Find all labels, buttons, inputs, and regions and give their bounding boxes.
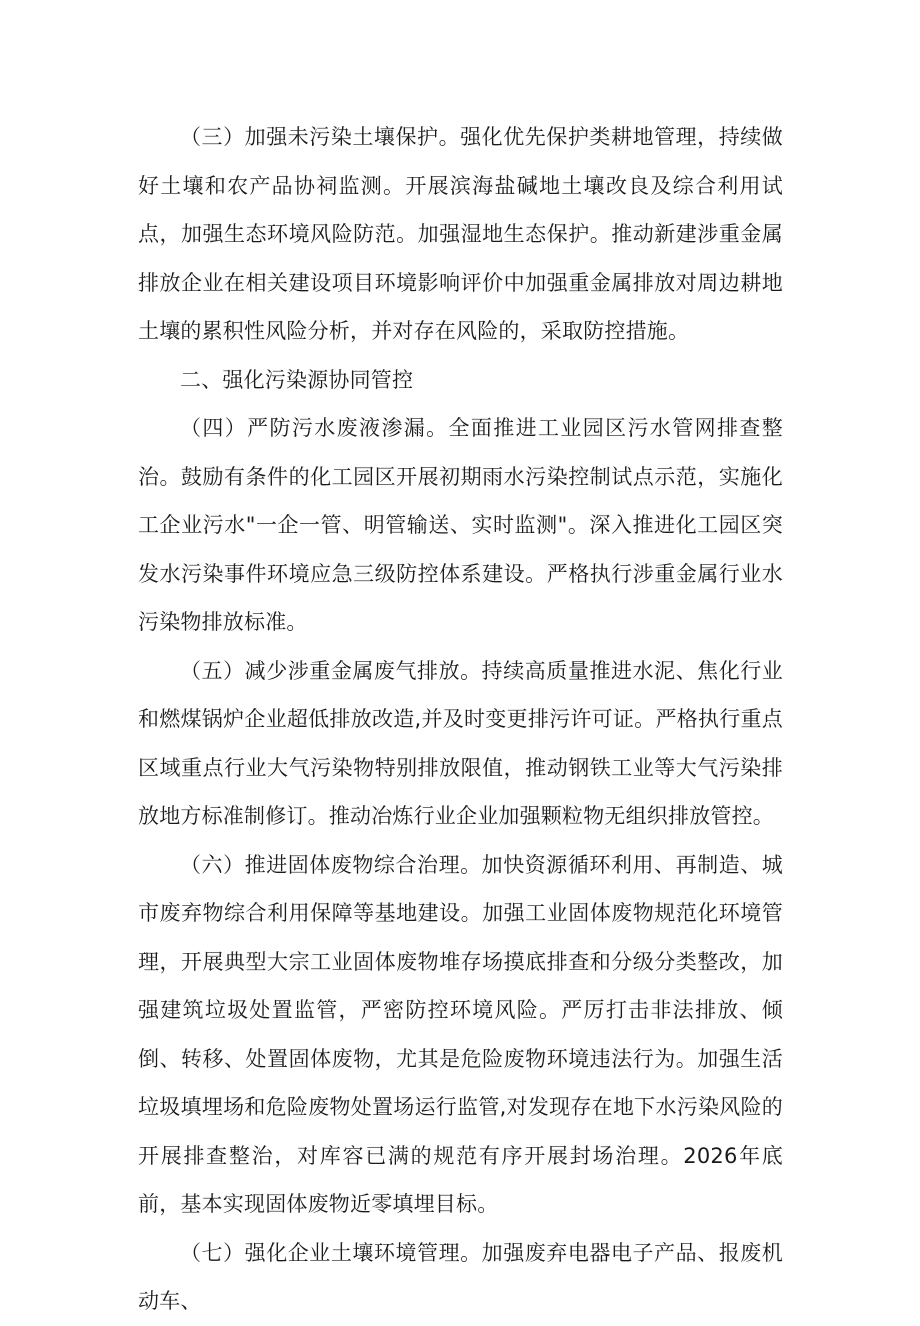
paragraph-section-4: （四）严防污水废液渗漏。全面推进工业园区污水管网排查整治。鼓励有条件的化工园区开展初期雨水污染控制试点示范，实施化工企业污水"一企一管、明管输送、实时监测"。深入推进化工园区突发水污染事件环境应急三级防控体系建设。严格执行涉重金属行业水污染物排放标准。 [138, 416, 783, 634]
document-body [138, 113, 783, 1326]
paragraph-section-6: （六）推进固体废物综合治理。加快资源循环利用、再制造、城市废弃物综合利用保障等基地建设。加强工业固体废物规范化环境管理，开展典型大宗工业固体废物堆存场摸底排查和分级分类整改，加强建筑垃圾处置监管，严密防控环境风险。严厉打击非法排放、倾倒、转移、处置固体废物，尤其是危险废物环境违法行为。加强生活垃圾填埋场和危险废物处置场运行监管,对发现存在地下水污染风险的开展排查整治，对库容已满的规范有序开展封场治理。2026年底前，基本实现固体废物近零填埋目标。 [138, 852, 783, 1216]
paragraph-section-5: （五）减少涉重金属废气排放。持续高质量推进水泥、焦化行业和燃煤锅炉企业超低排放改造,并及时变更排污许可证。严格执行重点区域重点行业大气污染物特别排放限值，推动钢铁工业等大气污染排放地方标准制修订。推动冶炼行业企业加强颗粒物无组织排放管控。 [138, 658, 783, 828]
section-heading-2: 二、强化污染源协同管控 [180, 367, 414, 392]
paragraph-section-7: （七）强化企业土壤环境管理。加强废弃电器电子产品、报废机动车、 [138, 1240, 783, 1313]
paragraph-section-3: （三）加强未污染土壤保护。强化优先保护类耕地管理，持续做好土壤和农产品协祠监测。开展滨海盐碱地土壤改良及综合利用试点，加强生态环境风险防范。加强湿地生态保护。推动新建涉重金属排放企业在相关建设项目环境影响评价中加强重金属排放对周边耕地土壤的累积性风险分析，并对存在风险的，采取防控措施。 [138, 125, 783, 343]
